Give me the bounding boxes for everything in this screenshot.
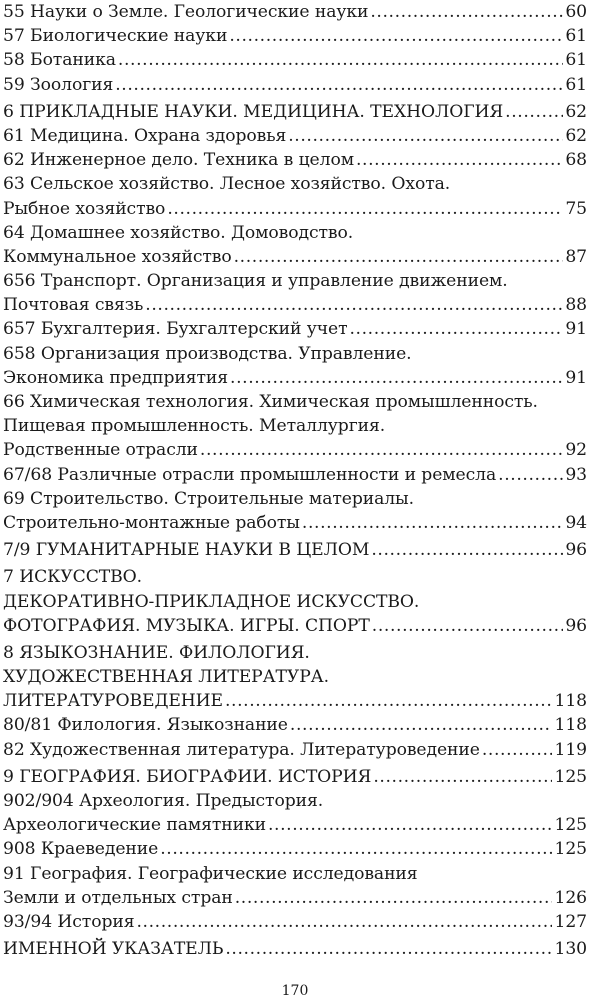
toc-page-number: 130	[554, 939, 587, 960]
toc-entry	[0, 565, 590, 638]
toc-entry-title: 93/94 История	[3, 911, 135, 932]
toc-entry	[0, 862, 590, 910]
toc-entry-final-line	[0, 293, 590, 317]
toc-entry-title: Археологические памятники	[3, 815, 266, 836]
toc-entry-title: ХУДОЖЕСТВЕННАЯ ЛИТЕРАТУРА.	[3, 667, 329, 688]
toc-entry-title: Строительно-монтажные работы	[3, 512, 300, 533]
toc-entry	[0, 148, 590, 172]
toc-entry-final-line	[0, 438, 590, 462]
toc-entry-final-line	[0, 713, 590, 737]
toc-entry	[0, 24, 590, 48]
toc-entry	[0, 837, 590, 861]
toc-entry-title: 91 География. Географические исследования	[3, 863, 418, 884]
dot-leader	[118, 48, 563, 72]
toc-page-number: 126	[554, 887, 587, 908]
toc-entry-title: 66 Химическая технология. Химическая промышленность.	[3, 392, 538, 412]
toc-entry	[0, 48, 590, 72]
toc-entry-title: Коммунальное хозяйство	[3, 246, 232, 267]
toc-page-number: 62	[565, 101, 587, 122]
toc-entry-line	[0, 390, 590, 414]
toc-entry	[0, 487, 590, 535]
toc-entry-title: 63 Сельское хозяйство. Лесное хозяйство. Охота.	[3, 174, 451, 195]
toc-entry	[0, 317, 590, 341]
dot-leader	[230, 366, 563, 390]
toc-entry	[0, 463, 590, 487]
toc-entry-line	[0, 269, 590, 293]
dot-leader	[356, 148, 563, 172]
toc-entry-title: Рыбное хозяйство	[3, 198, 166, 219]
dot-leader	[372, 614, 564, 638]
toc-entry-title: 64 Домашнее хозяйство. Домоводство.	[3, 222, 354, 243]
toc-entry-title: 58 Ботаника	[3, 50, 116, 71]
toc-entry-title: 57 Биологические науки	[3, 26, 228, 47]
toc-entry	[0, 172, 590, 220]
dot-leader	[482, 738, 553, 762]
toc-entry	[0, 124, 590, 148]
toc-entry-title: 656 Транспорт. Организация и управление движением.	[3, 271, 508, 292]
toc-entry-title: 55 Науки о Земле. Геологические науки	[3, 2, 369, 22]
toc-entry-final-line	[0, 48, 590, 72]
dot-leader	[349, 317, 563, 341]
toc-entry	[0, 221, 590, 269]
toc-entry-final-line	[0, 837, 590, 861]
toc-entry-title: 7/9 ГУМАНИТАРНЫЕ НАУКИ В ЦЕЛОМ	[3, 540, 370, 561]
toc-entry-final-line	[0, 813, 590, 837]
toc-page-number: 125	[554, 839, 587, 860]
toc-page-number: 75	[565, 198, 587, 219]
toc-entry-title: 61 Медицина. Охрана здоровья	[3, 125, 287, 146]
dot-leader	[229, 24, 563, 48]
dot-leader	[234, 245, 564, 269]
toc-entry-title: ФОТОГРАФИЯ. МУЗЫКА. ИГРЫ. СПОРТ	[3, 615, 370, 636]
toc-entry	[0, 342, 590, 390]
dot-leader	[145, 293, 563, 317]
toc-entry-line	[0, 565, 590, 589]
toc-entry-final-line	[0, 124, 590, 148]
toc-page-number: 60	[565, 2, 587, 22]
toc-entry-final-line	[0, 317, 590, 341]
toc-entry-title: 6 ПРИКЛАДНЫЕ НАУКИ. МЕДИЦИНА. ТЕХНОЛОГИЯ	[3, 101, 504, 122]
toc-entry-title: 657 Бухгалтерия. Бухгалтерский учет	[3, 319, 348, 340]
toc-entry	[0, 937, 590, 961]
toc-entry-title: 82 Художественная литература. Литературоведение	[3, 739, 480, 760]
toc-entry-line	[0, 221, 590, 245]
toc-page-number: 91	[565, 319, 587, 340]
toc-page-number: 88	[565, 295, 587, 316]
toc-entry-title: ДЕКОРАТИВНО-ПРИКЛАДНОЕ ИСКУССТВО.	[3, 591, 420, 612]
toc-page-number: 62	[565, 125, 587, 146]
toc-entry-title: 7 ИСКУССТВО.	[3, 567, 143, 588]
toc-entry-final-line	[0, 148, 590, 172]
toc-entry-final-line	[0, 614, 590, 638]
toc-entry-final-line	[0, 0, 590, 24]
toc-entry	[0, 713, 590, 737]
toc-entry-title: Экономика предприятия	[3, 367, 228, 388]
toc-entry-final-line	[0, 100, 590, 124]
dot-leader	[371, 538, 563, 562]
toc-page-number: 118	[554, 715, 587, 736]
toc-entry-final-line	[0, 538, 590, 562]
dot-leader	[302, 511, 563, 535]
toc-entry-final-line	[0, 24, 590, 48]
toc-entry-line	[0, 590, 590, 614]
toc-page-number: 96	[565, 615, 587, 636]
dot-leader	[505, 100, 563, 124]
toc-entry-line	[0, 414, 590, 438]
toc-entry-title: 908 Краеведение	[3, 839, 159, 860]
toc-page-number: 93	[565, 464, 587, 485]
toc-page-number: 87	[565, 246, 587, 267]
toc-entry	[0, 538, 590, 562]
toc-entry	[0, 789, 590, 837]
toc-entry-line	[0, 641, 590, 665]
toc-entry-final-line	[0, 689, 590, 713]
dot-leader	[498, 463, 563, 487]
toc-entry-final-line	[0, 511, 590, 535]
toc-entry	[0, 910, 590, 934]
toc-entry	[0, 641, 590, 714]
toc-entry-title: ЛИТЕРАТУРОВЕДЕНИЕ	[3, 691, 223, 712]
toc-entry-line	[0, 342, 590, 366]
toc-entry-title: Пищевая промышленность. Металлургия.	[3, 416, 386, 437]
toc-entry-title: ИМЕННОЙ УКАЗАТЕЛЬ	[3, 939, 224, 960]
toc-page-number: 127	[554, 911, 587, 932]
toc-entry-line	[0, 789, 590, 813]
toc-entry-title: 69 Строительство. Строительные материалы.	[3, 488, 414, 509]
toc-entry-final-line	[0, 73, 590, 97]
toc-entry-line	[0, 665, 590, 689]
toc-entry-title: 80/81 Филология. Языкознание	[3, 715, 288, 736]
toc-entry-final-line	[0, 886, 590, 910]
toc-entry-title: 658 Организация производства. Управление.	[3, 343, 412, 364]
toc-entry-final-line	[0, 463, 590, 487]
toc-page-number: 61	[565, 74, 587, 95]
toc-page-number: 119	[554, 739, 587, 760]
dot-leader	[373, 765, 552, 789]
toc-entry-title: 902/904 Археология. Предыстория.	[3, 791, 324, 811]
toc-entry	[0, 269, 590, 317]
toc-entry-title: 67/68 Различные отрасли промышленности и ремесла	[3, 464, 497, 485]
dot-leader	[235, 886, 553, 910]
toc-entry-final-line	[0, 366, 590, 390]
toc-page-number: 125	[554, 766, 587, 787]
dot-leader	[290, 713, 553, 737]
toc-entry-title: Родственные отрасли	[3, 440, 198, 461]
toc-page-number: 61	[565, 26, 587, 47]
toc-page-number: 91	[565, 367, 587, 388]
toc-page-number: 94	[565, 512, 587, 533]
toc-entry-line	[0, 172, 590, 196]
toc-entry-title: Земли и отдельных стран	[3, 887, 233, 908]
toc-entry-final-line	[0, 765, 590, 789]
toc-page-number: 92	[565, 440, 587, 461]
toc-entry-line	[0, 487, 590, 511]
dot-leader	[160, 837, 552, 861]
toc-entry-final-line	[0, 910, 590, 934]
toc-entry-final-line	[0, 197, 590, 221]
dot-leader	[200, 438, 563, 462]
toc-entry-title: Почтовая связь	[3, 295, 144, 316]
toc-page-number: 61	[565, 50, 587, 71]
dot-leader	[225, 937, 552, 961]
toc-entry-final-line	[0, 245, 590, 269]
toc-entry	[0, 0, 590, 24]
dot-leader	[268, 813, 553, 837]
toc-entry	[0, 100, 590, 124]
toc-entry-final-line	[0, 738, 590, 762]
dot-leader	[370, 0, 563, 24]
dot-leader	[288, 124, 563, 148]
dot-leader	[115, 73, 563, 97]
toc-entry	[0, 765, 590, 789]
toc-entry-title: 9 ГЕОГРАФИЯ. БИОГРАФИИ. ИСТОРИЯ	[3, 766, 372, 787]
page-number: 170	[281, 983, 309, 999]
toc-page-number: 125	[554, 815, 587, 836]
toc-entry-title: 62 Инженерное дело. Техника в целом	[3, 150, 354, 171]
toc-entry-final-line	[0, 937, 590, 961]
toc-page-number: 68	[565, 150, 587, 171]
toc-page-number: 96	[565, 540, 587, 561]
dot-leader	[136, 910, 552, 934]
toc-entry-title: 59 Зоология	[3, 74, 114, 95]
toc-entry	[0, 390, 590, 463]
dot-leader	[167, 197, 563, 221]
dot-leader	[225, 689, 553, 713]
toc-entry	[0, 73, 590, 97]
toc-entry-line	[0, 862, 590, 886]
toc-entry-title: 8 ЯЗЫКОЗНАНИЕ. ФИЛОЛОГИЯ.	[3, 642, 310, 663]
toc-page-number: 118	[554, 691, 587, 712]
toc-entry	[0, 738, 590, 762]
